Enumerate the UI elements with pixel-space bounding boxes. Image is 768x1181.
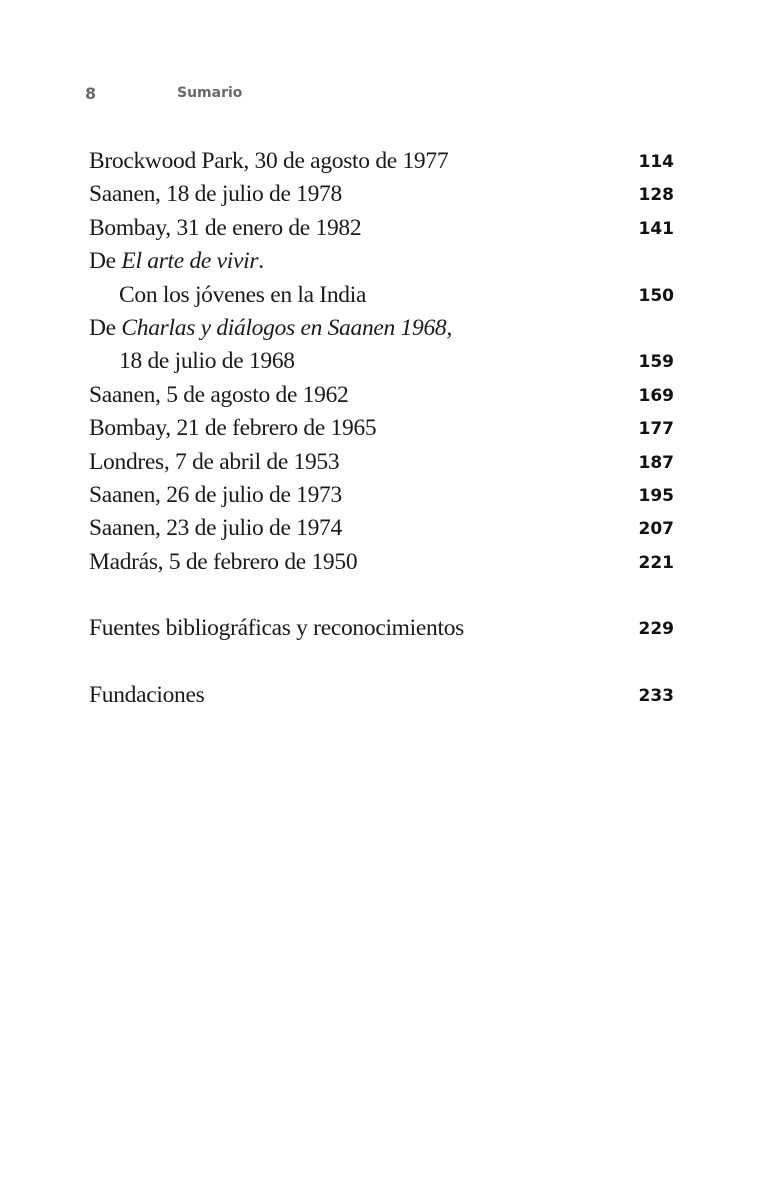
toc-entry [89, 245, 674, 278]
toc-entry-title: Madrás, 5 de febrero de 1950 [89, 548, 358, 575]
toc-entry-title: Saanen, 5 de agosto de 1962 [89, 381, 349, 408]
toc-entry-title: Brockwood Park, 30 de agosto de 1977 [89, 148, 449, 174]
toc-entry-title: Bombay, 21 de febrero de 1965 [89, 415, 377, 442]
toc-entry [89, 679, 674, 712]
toc-entry-title: De El arte de vivir. [89, 248, 264, 275]
toc-entry [89, 178, 674, 211]
toc-entry-title: Saanen, 23 de julio de 1974 [89, 515, 342, 542]
toc-entry-title: Fundaciones [89, 682, 205, 709]
toc-entry-continued [89, 345, 674, 378]
toc-entry-continued [89, 279, 674, 312]
toc-entry-page: 169 [638, 385, 674, 406]
toc-entry-title: Fuentes bibliográficas y reconocimientos [89, 615, 464, 642]
toc-entry [89, 446, 674, 479]
toc-entry [89, 546, 674, 579]
toc-entry-title: Con los jóvenes en la India [119, 281, 367, 308]
toc-entry [89, 379, 674, 412]
toc-entry-page: 177 [638, 419, 674, 440]
toc-entry-page: 187 [638, 452, 674, 473]
toc-entry-title: De Charlas y diálogos en Saanen 1968, [89, 314, 452, 341]
toc-entry-page: 159 [638, 352, 674, 373]
toc-entry-page: 229 [638, 619, 674, 640]
page-number: 8 [85, 84, 97, 103]
toc-entry [89, 145, 674, 178]
toc-entry-page: 221 [638, 552, 674, 573]
toc-entry [89, 312, 674, 345]
toc-entry-page: 114 [638, 152, 674, 172]
toc-entry-page: 128 [638, 185, 674, 206]
toc-entry-title: Saanen, 26 de julio de 1973 [89, 481, 342, 508]
toc-entry [89, 612, 674, 645]
table-of-contents [89, 145, 674, 713]
toc-entry-page: 150 [638, 285, 674, 306]
toc-entry-page: 233 [638, 686, 674, 707]
toc-entry [89, 512, 674, 545]
toc-entry-title: 18 de julio de 1968 [119, 348, 295, 375]
toc-entry [89, 212, 674, 245]
running-head: Sumario [177, 85, 243, 101]
toc-entry-title: Saanen, 18 de julio de 1978 [89, 181, 342, 208]
toc-entry-page: 195 [638, 485, 674, 506]
toc-entry-page: 207 [638, 519, 674, 540]
toc-entry-title: Bombay, 31 de enero de 1982 [89, 214, 362, 241]
toc-entry-page: 141 [638, 218, 674, 239]
toc-entry [89, 479, 674, 512]
toc-entry-title: Londres, 7 de abril de 1953 [89, 448, 340, 475]
toc-entry [89, 412, 674, 445]
